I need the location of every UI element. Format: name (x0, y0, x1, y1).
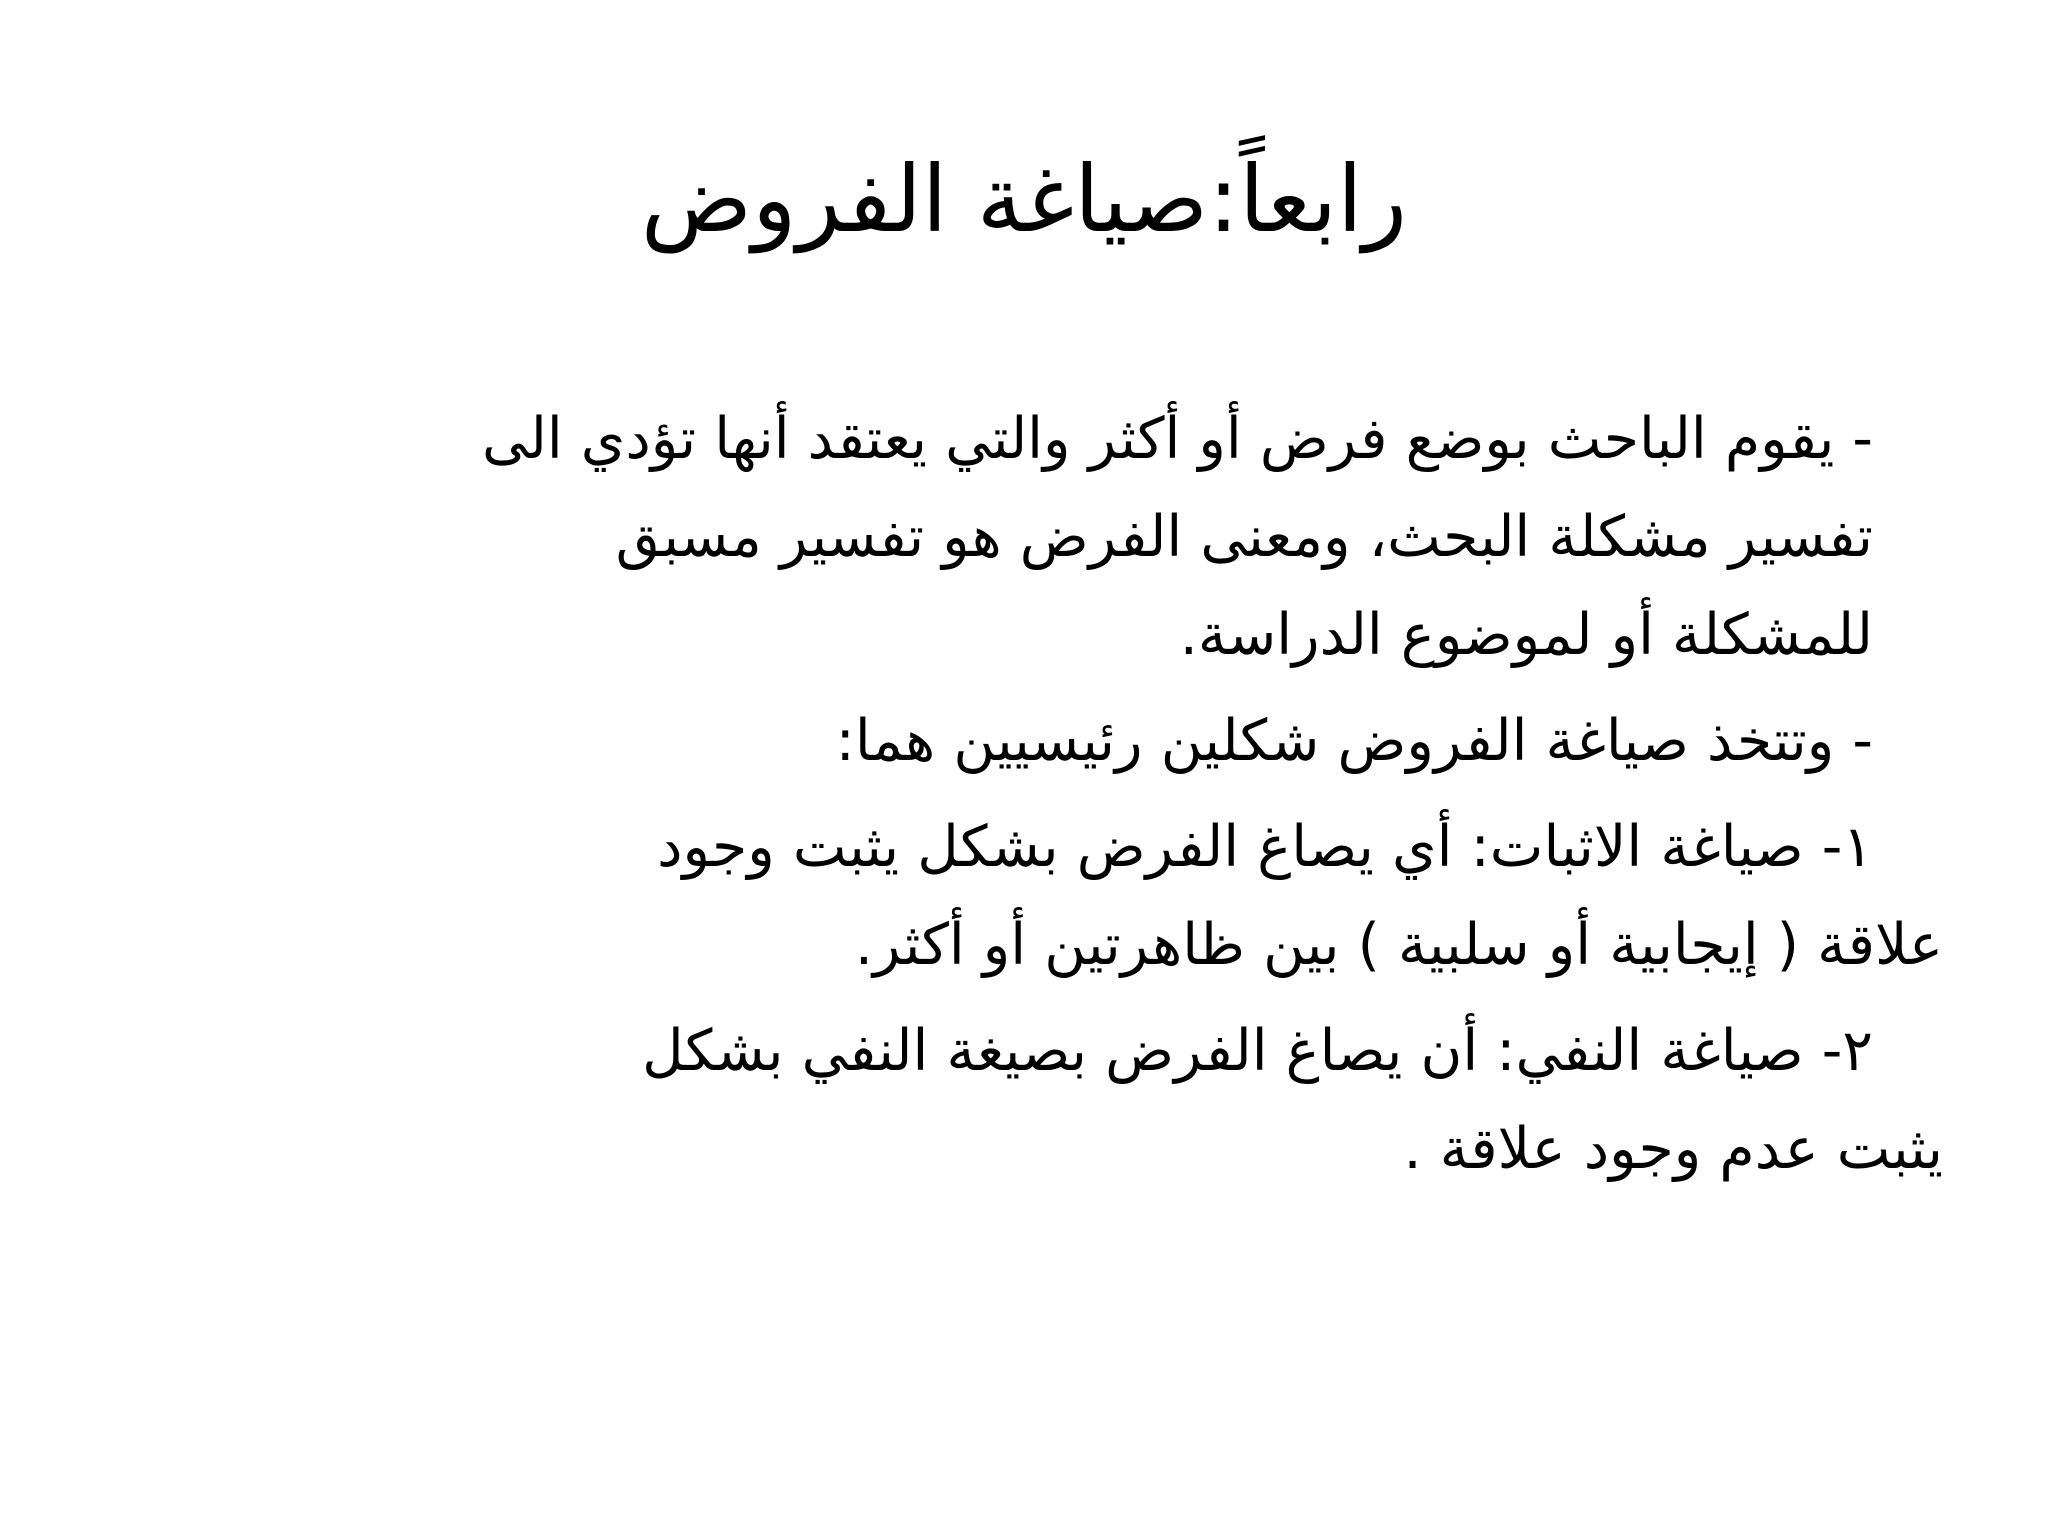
paragraph-line: ١- صياغة الاثبات: أي يصاغ الفرض بشكل يثبت وجود (657, 814, 1873, 880)
paragraph-hypothesis-definition (123, 390, 1943, 684)
slide-body (123, 390, 1943, 1198)
paragraph-line: ٢- صياغة النفي: أن يصاغ الفرض بصيغة النفي بشكل (642, 1018, 1873, 1084)
paragraph-hypothesis-forms (123, 692, 1943, 790)
paragraph-line: علاقة ( إيجابية أو سلبية ) بين ظاهرتين أو أكثر. (854, 912, 1943, 978)
paragraph-line: - يقوم الباحث بوضع فرض أو أكثر والتي يعتقد أنها تؤدي الى (481, 406, 1873, 472)
paragraph-line: - وتتخذ صياغة الفروض شكلين رئيسيين هما: (835, 708, 1873, 774)
slide-title: رابعاً:صياغة الفروض (640, 146, 1408, 253)
paragraph-line: تفسير مشكلة البحث، ومعنى الفرض هو تفسير مسبق (615, 504, 1873, 570)
paragraph-negative-form (123, 1002, 1943, 1198)
paragraph-line: يثبت عدم وجود علاقة . (1403, 1116, 1943, 1182)
paragraph-line: للمشكلة أو لموضوع الدراسة. (1179, 602, 1873, 668)
paragraph-affirmative-form (123, 798, 1943, 994)
